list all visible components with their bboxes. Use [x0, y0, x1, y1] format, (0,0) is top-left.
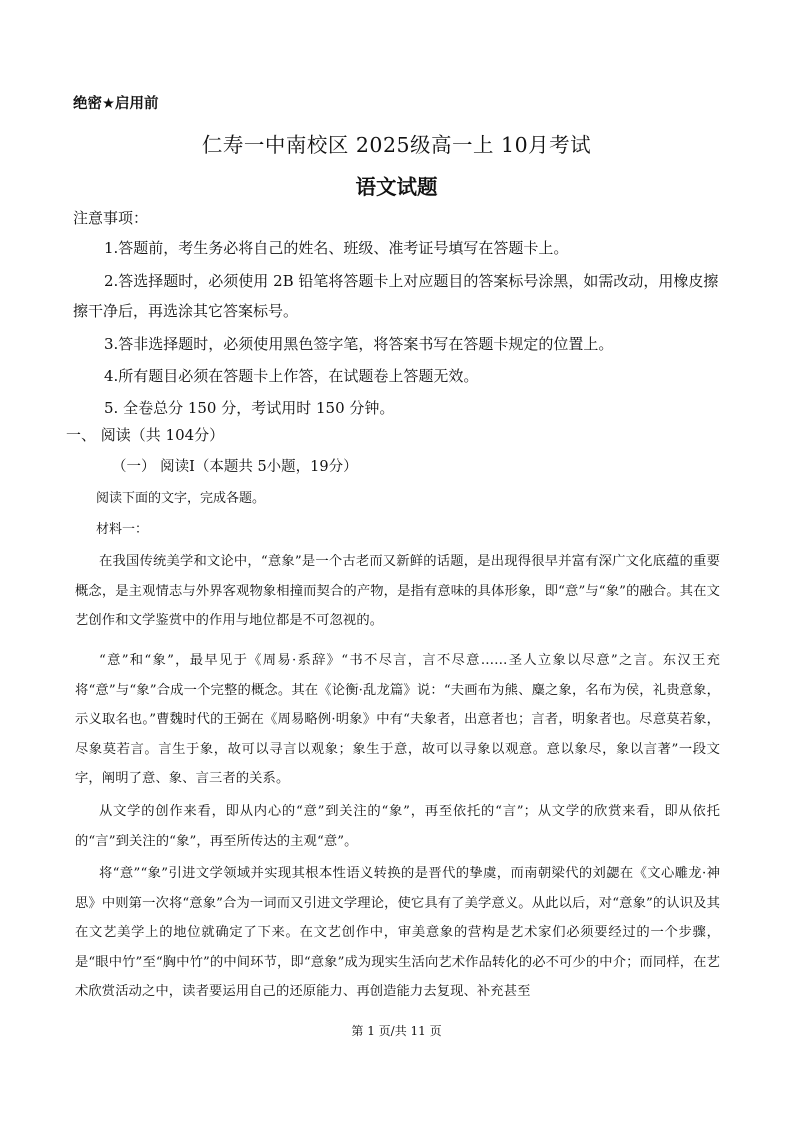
paragraph-4: 将“意”“象”引进文学领域并实现其根本性语义转换的是晋代的挚虞，而南朝梁代的刘勰在《文心雕龙·神思》中则第一次将“意象”合为一词而又引进文学理论，使它具有了美学意义。从此以后，对“意象”的认识及其在文艺美学上的地位就确定了下来。在文艺创作中，审美意象的营构是艺术家们必须要经过的一个步骤，是“眼中竹”至“胸中竹”的中间环节，即“意象”成为现实生活向艺术作品转化的必不可少的中介；而同样，在艺术欣赏活动之中，读者要运用自己的还原能力、再创造能力去复现、补充甚至 — [75, 866, 720, 999]
note-item-5: 5. 全卷总分 150 分，考试用时 150 分钟。 — [104, 399, 395, 417]
reading-instruction: 阅读下面的文字，完成各题。 — [96, 491, 266, 506]
notes-heading: 注意事项： — [73, 209, 149, 227]
note-item-4: 4.所有题目必须在答题卡上作答，在试题卷上答题无效。 — [104, 367, 479, 385]
note-item-2: 2.答选择题时，必须使用 2B 铅笔将答题卡上对应题目的答案标号涂黑，如需改动，用橡皮擦擦干净后，再选涂其它答案标号。 — [73, 272, 719, 320]
exam-subtitle: 语文试题 — [355, 175, 438, 199]
confidential-mark: 绝密★启用前 — [73, 96, 159, 112]
paragraph-2: “意”和“象”，最早见于《周易·系辞》“书不尽言，言不尽意……圣人立象以尽意”之言。东汉王充将“意”与“象”合成一个完整的概念。其在《论衡·乱龙篇》说：“夫画布为熊、麋之象，名布为侯，礼贵意象，示义取名也。”曹魏时代的王弼在《周易略例·明象》中有“夫象者，出意者也；言者，明象者也。尽意莫若象，尽象莫若言。言生于象，故可以寻言以观象；象生于意，故可以寻象以观意。意以象尽，象以言著”一段文字，阐明了意、象、言三者的关系。 — [75, 653, 720, 786]
paragraph-3: 从文学的创作来看，即从内心的“意”到关注的“象”，再至依托的“言”；从文学的欣赏来看，即从依托的“言”到关注的“象”，再至所传达的主观“意”。 — [75, 804, 720, 849]
exam-title: 仁寿一中南校区 2025级高一上 10月考试 — [201, 133, 592, 157]
paragraph-1: 在我国传统美学和文论中，“意象”是一个古老而又新鲜的话题，是出现得很早并富有深广文化底蕴的重要概念，是主观情志与外界客观物象相撞而契合的产物，是指有意味的具体形象，即“意”与“象”的融合。其在文艺创作和文学鉴赏中的作用与地位都是不可忽视的。 — [75, 554, 720, 628]
section-heading: 一、 阅读（共 104分） — [66, 426, 225, 444]
note-item-1: 1.答题前，考生务必将自己的姓名、班级、准考证号填写在答题卡上。 — [104, 239, 569, 257]
material-label: 材料一： — [96, 522, 149, 537]
subsection-heading: （一） 阅读Ⅰ（本题共 5小题，19分） — [112, 459, 358, 475]
note-item-3: 3.答非选择题时，必须使用黑色签字笔，将答案书写在答题卡规定的位置上。 — [104, 335, 614, 353]
page-footer: 第 1 页/共 11 页 — [351, 1024, 442, 1038]
